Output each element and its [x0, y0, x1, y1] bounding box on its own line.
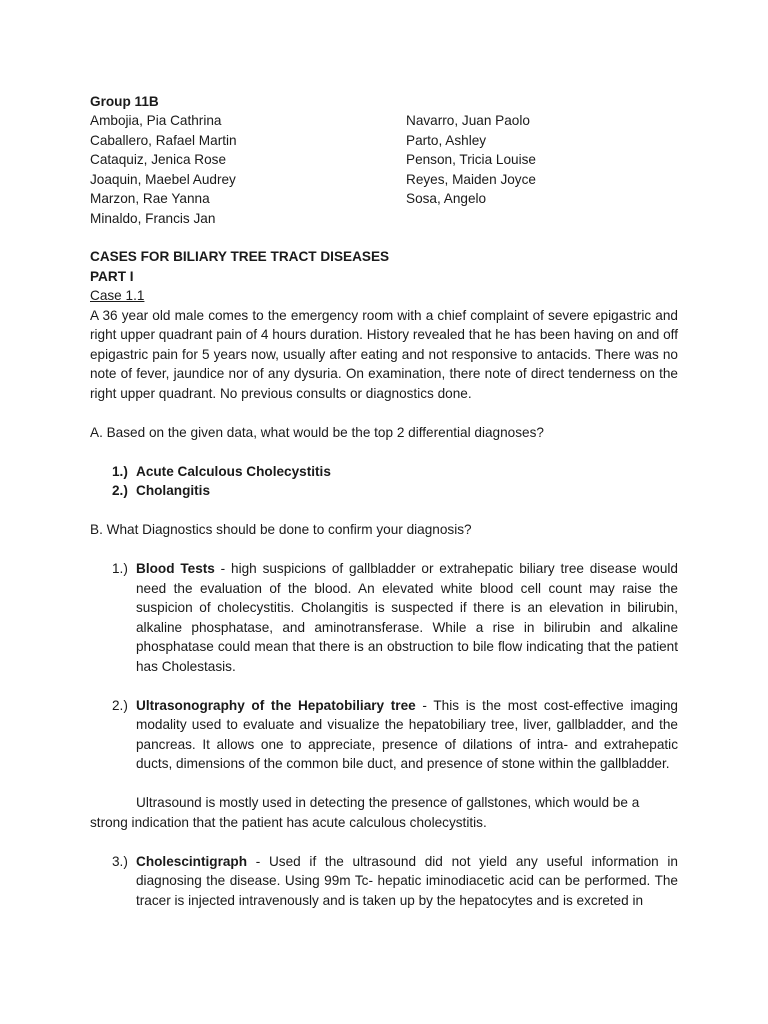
list-number: 2.) [112, 697, 128, 713]
group-title: Group 11B [90, 94, 159, 109]
differential-text: Cholangitis [136, 483, 211, 498]
member-name: Penson, Tricia Louise [406, 152, 536, 167]
list-number: 1.) [112, 463, 128, 479]
member-name: Sosa, Angelo [406, 191, 487, 206]
list-number: 3.) [112, 853, 128, 869]
member-name: Ambojia, Pia Cathrina [90, 113, 222, 128]
diagnostic-title: Cholescintigraph [136, 853, 248, 869]
diagnostic-title: Ultrasonography of the Hepatobiliary tree [136, 697, 416, 713]
members-right-column [406, 111, 536, 209]
member-name: Reyes, Maiden Joyce [406, 171, 536, 187]
question-b: B. What Diagnostics should be done to confirm your diagnosis? [90, 522, 472, 537]
member-name: Cataquiz, Jenica Rose [90, 152, 227, 167]
diagnostic-item [90, 559, 678, 676]
member-name: Caballero, Rafael Martin [90, 132, 237, 148]
diagnostic-item [90, 696, 678, 774]
members-left-column [90, 111, 237, 228]
diagnostic-item [90, 852, 678, 911]
diagnostic-text: - Used if the ultrasound did not yield any useful information in diagnosing the disease. Using 99m Tc- hepatic iminodiacetic acid can be performed. The tracer is injected intravenously and is taken up by the hepatocytes and is excreted in [136, 853, 678, 908]
member-name: Joaquin, Maebel Audrey [90, 171, 236, 187]
diagnostic-title: Blood Tests [136, 561, 215, 576]
list-item [90, 462, 678, 482]
diagnostic-text: - This is the most cost-effective imaging modality used to evaluate and visualize the hepatobiliary tree, liver, gallbladder, and the pancreas. It allows one to appreciate, presence of dilations of intra- and extrahepatic ducts, dimensions of the common bile duct, and presence of stone within the gallbladder. [136, 697, 678, 771]
differential-text: Acute Calculous Cholecystitis [136, 463, 331, 479]
member-name: Navarro, Juan Paolo [406, 113, 530, 128]
list-number: 1.) [112, 561, 128, 576]
member-name: Marzon, Rae Yanna [90, 191, 210, 206]
member-name: Minaldo, Francis Jan [90, 210, 216, 226]
part-heading: PART I [90, 268, 134, 284]
question-a: A. Based on the given data, what would be the top 2 differential diagnoses? [90, 424, 544, 440]
ultrasound-note: Ultrasound is mostly used in detecting the presence of gallstones, which would be a strong indication that the patient has acute calculous cholecystitis. [90, 795, 640, 830]
case-text: A 36 year old male comes to the emergency room with a chief complaint of severe epigastric and right upper quadrant pain of 4 hours duration. History revealed that he has been having on and off epigastric pain for 5 years now, usually after eating and not responsive to antacids. There was no note of fever, jaundice nor of any dysuria. On examination, there note of direct tenderness on the right upper quadrant. No previous consults or diagnostics done. [90, 307, 678, 401]
diagnostic-text: - high suspicions of gallbladder or extrahepatic biliary tree disease would need the evaluation of the blood. An elevated white blood cell count may raise the suspicion of cholecystitis. Cholangitis is suspected if there is an elevation in bilirubin, alkaline phosphatase, and aminotransferase. While a rise in bilirubin and alkaline phosphatase could mean that there is an obstruction to bile flow indicating that the patient has Cholestasis. [136, 561, 678, 674]
main-content [90, 247, 678, 910]
doc-heading: CASES FOR BILIARY TREE TRACT DISEASES [90, 249, 390, 264]
differential-list [90, 462, 678, 501]
list-item [90, 481, 678, 501]
list-number: 2.) [112, 483, 128, 498]
case-label: Case 1.1 [90, 288, 145, 303]
member-name: Parto, Ashley [406, 132, 487, 148]
